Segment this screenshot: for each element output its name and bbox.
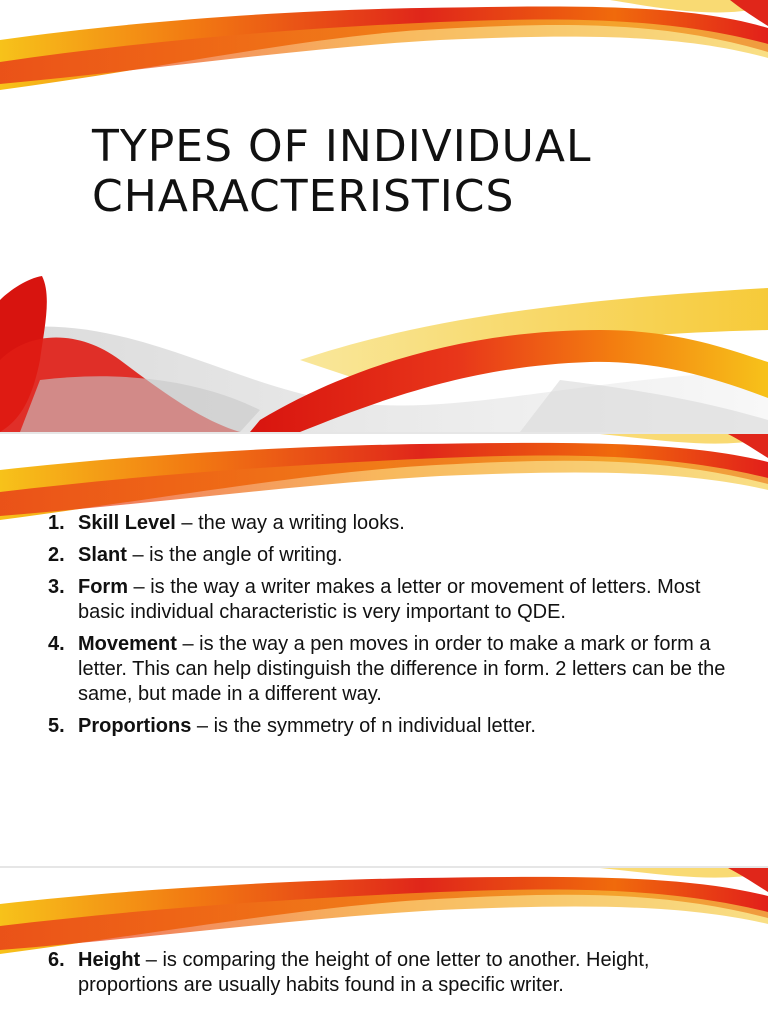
slide-title-line-1: TYPES OF INDIVIDUAL: [92, 121, 592, 172]
list-item: [48, 948, 738, 998]
item-number: 4.: [48, 633, 65, 655]
item-number: 1.: [48, 512, 65, 534]
item-term: Height: [78, 949, 141, 971]
list-item: [48, 511, 738, 536]
item-term: Slant: [78, 544, 127, 566]
item-description: – is the way a writer makes a letter or movement of letters. Most basic individual characteristic is very important to QDE.: [78, 576, 701, 623]
title-slide: [0, 0, 768, 432]
bottom-wave-graphic: [0, 0, 768, 432]
item-description: – is the way a pen moves in order to make a mark or form a letter. This can help distinguish the difference in form. 2 letters can be the same, but made in a different way.: [78, 633, 726, 705]
item-number: 6.: [48, 949, 65, 971]
content-slide-2: [0, 868, 768, 1024]
item-number: 3.: [48, 576, 65, 598]
item-description: – is the symmetry of n individual letter.: [191, 715, 536, 737]
content-slide-1: [0, 434, 768, 866]
item-term: Form: [78, 576, 128, 598]
list-item: [48, 575, 738, 625]
item-term: Proportions: [78, 715, 192, 737]
item-description: – the way a writing looks.: [175, 512, 405, 534]
item-description: – is comparing the height of one letter to another. Height, proportions are usually habits found in a specific writer.: [78, 949, 650, 996]
item-term: Skill Level: [78, 512, 176, 534]
item-term: Movement: [78, 633, 177, 655]
item-number: 2.: [48, 544, 65, 566]
list-item: [48, 543, 738, 568]
item-number: 5.: [48, 715, 65, 737]
list-item: [48, 632, 738, 707]
top-ribbon-graphic: [0, 868, 768, 958]
characteristics-list: [48, 511, 738, 746]
characteristics-list-continued: [48, 948, 738, 1005]
item-description: – is the angle of writing.: [126, 544, 343, 566]
slide-title-line-2: CHARACTERISTICS: [92, 171, 515, 222]
list-item: [48, 714, 738, 739]
